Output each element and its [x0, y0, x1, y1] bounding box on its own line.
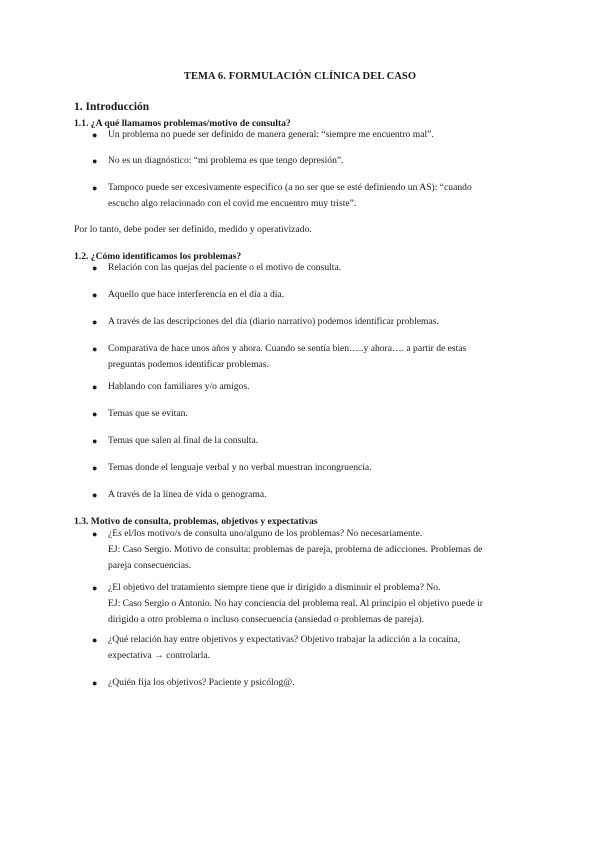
list-item-line: Un problema no puede ser definido de manera general: “siempre me encuentro mal”. [108, 129, 434, 140]
bullet-icon: ● [92, 529, 98, 539]
list-item [92, 580, 532, 628]
bullet-icon: ● [92, 290, 98, 300]
list-item [92, 675, 532, 691]
conclusion-paragraph: Por lo tanto, debe poder ser definido, medido y operativizado. [74, 224, 312, 235]
bullet-icon: ● [92, 635, 98, 645]
bullet-icon: ● [92, 583, 98, 593]
list-item-line: Temas que se evitan. [108, 408, 188, 419]
list-item-line: ¿El objetivo del tratamiento siempre tiene que ir dirigido a disminuir el problema? No. [108, 582, 441, 593]
list-item-line: EJ: Caso Sergio o Antonio. No hay conciencia del problema real. Al principio el objetivo puede ir [108, 598, 483, 609]
subsection-heading-1-1: 1.1. ¿A qué llamamos problemas/motivo de consulta? [74, 118, 291, 129]
list-item [92, 487, 532, 503]
bullet-icon: ● [92, 436, 98, 446]
list-item-line: Temas donde el lenguaje verbal y no verbal muestran incongruencia. [108, 462, 372, 473]
list-item [92, 433, 532, 449]
list-item-line: Comparativa de hace unos años y ahora. Cuando se sentía bien…..y ahora…. a partir de estas [108, 343, 467, 354]
section-heading-introduccion: 1. Introducción [74, 101, 150, 113]
subsection-heading-1-3: 1.3. Motivo de consulta, problemas, objetivos y expectativas [74, 516, 318, 527]
list-item [92, 526, 532, 574]
bullet-icon: ● [92, 263, 98, 273]
bullet-icon: ● [92, 317, 98, 327]
list-item-line: Temas que salen al final de la consulta. [108, 435, 259, 446]
list-item [92, 153, 532, 169]
list-item [92, 180, 532, 212]
list-item-line: A través de la línea de vida o genograma. [108, 489, 267, 500]
list-item [92, 127, 532, 143]
list-item [92, 287, 532, 303]
list-item-line: preguntas podemos identificar problemas. [108, 359, 269, 370]
list-item [92, 260, 532, 276]
list-item-line: Tampoco puede ser excesivamente específico (a no ser que se esté definiendo un AS): “cuando [108, 182, 472, 193]
list-item [92, 406, 532, 422]
list-item-line: No es un diagnóstico: “mi problema es que tengo depresión”. [108, 155, 344, 166]
bullet-icon: ● [92, 156, 98, 166]
list-item [92, 341, 532, 373]
bullet-icon: ● [92, 382, 98, 392]
list-item-line: A través de las descripciones del día (diario narrativo) podemos identificar problemas. [108, 316, 439, 327]
list-item-line: EJ: Caso Sergio. Motivo de consulta: problemas de pareja, problema de adicciones. Problemas de [108, 544, 483, 555]
list-item-line: pareja consecuencias. [108, 560, 192, 571]
subsection-heading-1-2: 1.2. ¿Cómo identificamos los problemas? [74, 251, 242, 262]
list-item-line: expectativa → controlarla. [108, 650, 211, 661]
list-item [92, 460, 532, 476]
bullet-icon: ● [92, 463, 98, 473]
bullet-icon: ● [92, 678, 98, 688]
bullet-icon: ● [92, 183, 98, 193]
bullet-icon: ● [92, 409, 98, 419]
list-item-line: Aquello que hace interferencia en el día a día. [108, 289, 285, 300]
list-item-line: ¿Qué relación hay entre objetivos y expectativas? Objetivo trabajar la adicción a la cocaína, [108, 634, 461, 645]
list-item-line: ¿Quién fija los objetivos? Paciente y psicólog@. [108, 677, 295, 688]
list-item-line: escucho algo relacionado con el covid me encuentro muy triste”. [108, 198, 357, 209]
bullet-icon: ● [92, 490, 98, 500]
list-item-line: ¿Es el/los motivo/s de consulta uno/alguno de los problemas? No necesariamente. [108, 528, 423, 539]
list-item [92, 632, 532, 664]
list-item [92, 379, 532, 395]
bullet-icon: ● [92, 130, 98, 140]
document-title: TEMA 6. FORMULACIÓN CLÍNICA DEL CASO [183, 71, 417, 82]
list-item-line: Hablando con familiares y/o amigos. [108, 381, 250, 392]
list-item [92, 314, 532, 330]
list-item-line: dirigido a otro problema o incluso consecuencia (ansiedad o problemas de pareja). [108, 614, 424, 625]
bullet-icon: ● [92, 344, 98, 354]
list-item-line: Relación con las quejas del paciente o el motivo de consulta. [108, 262, 342, 273]
